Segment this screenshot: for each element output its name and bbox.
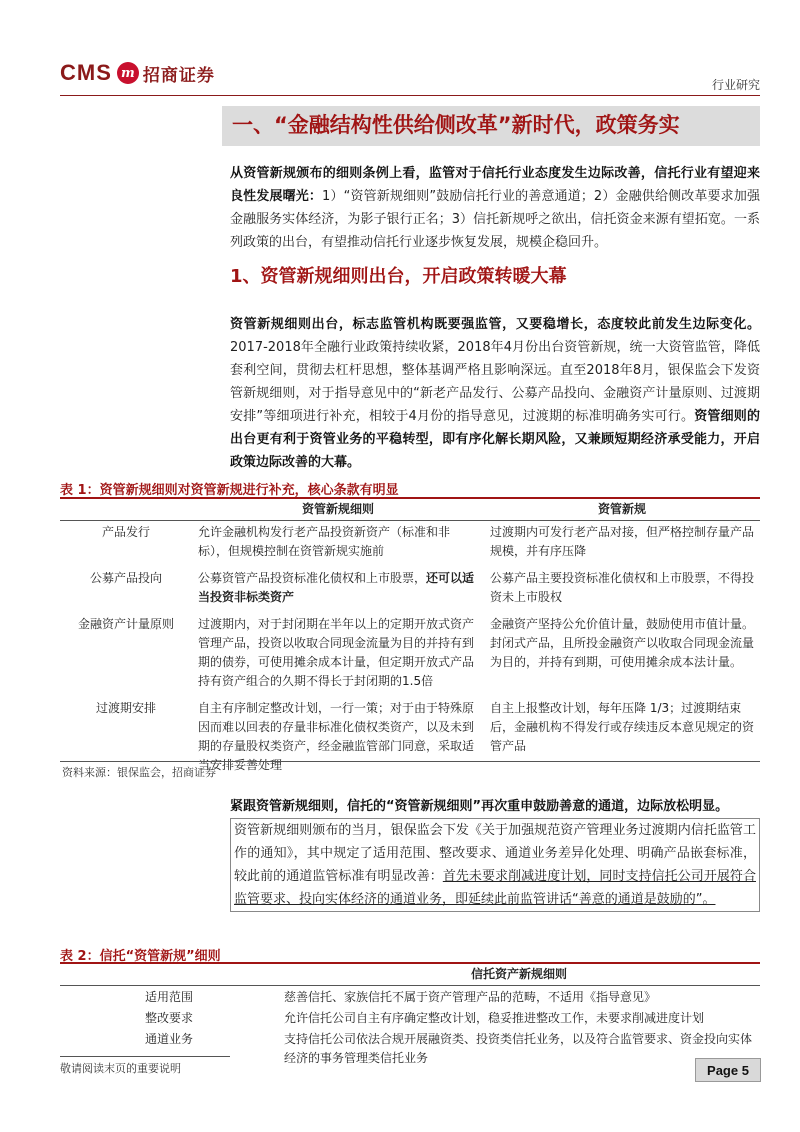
row-label: 适用范围 xyxy=(144,990,193,1004)
trust-underlined-text: 首先未要求削减进度计划，同时支持信托公司开展符合监管要求、投向实体经济的通道业务，即延续此前监管讲话“善意的通道是鼓励的”。 xyxy=(234,869,756,907)
row-label: 公募产品投向 xyxy=(89,571,162,585)
row-detail: 自主有序制定整改计划，一行一策；对于由于特殊原因而难以回表的存量非标准化债权类资产，以及未到期的存量股权类资产，经金融监管部门同意，采取适当安排妥善处理 xyxy=(198,701,475,772)
row-detail-text: 公募资管产品投资标准化债权和上市股票， xyxy=(198,571,427,585)
trust-text: 资管新规细则颁布的当月，银保监会下发《关于加强规范资产管理业务过渡期内信托监管工作的通知》，其中规定了适用范围、整改要求、通道业务差异化处理、明确产品嵌套标准，较此前的通道监管标准有明显改善： xyxy=(234,823,756,884)
logo-mark-icon: m xyxy=(117,62,139,84)
logo-chinese-text: 招商证券 xyxy=(142,65,215,86)
header-divider xyxy=(60,95,760,96)
table1-header-detail: 资管新规细则 xyxy=(192,499,484,521)
row-label: 通道业务 xyxy=(144,1032,193,1046)
intro-paragraph xyxy=(230,162,760,254)
table1-header-rule: 资管新规 xyxy=(484,499,760,521)
section-title: 一、“金融结构性供给侧改革”新时代，政策务实 xyxy=(232,113,680,137)
policy-text: 2017-2018年全融行业政策持续收紧，2018年4月份出台资管新规，统一大资管监管，降低套利空间，贯彻去杠杆思想，整体基调严格且影响深远。直至2018年8月，银保监会下发资管新规细则，对于指导意见中的“新老产品发行、公募产品投向、金融资产计量原则、过渡期安排”等细项进行补充，相较于4月份的指导意见，过渡期的标准明确务实可行。 xyxy=(230,340,760,424)
table1-header-row xyxy=(60,499,760,521)
logo-cms-text: CMS xyxy=(60,60,112,85)
row-rule: 过渡期内可发行老产品对接，但严格控制存量产品规模，并有序压降 xyxy=(490,525,755,558)
table1-caption: 表 1：资管新规细则对资管新规进行补充，核心条款有明显 xyxy=(60,483,399,498)
table-row xyxy=(60,567,760,613)
policy-bold-conclusion: 资管细则的出台更有利于资管业务的平稳转型，即有序化解长期风险，又兼顾短期经济承受能力，开启政策边际改善的大幕。 xyxy=(230,409,760,470)
table1-source: 资料来源：银保监会，招商证券 xyxy=(62,766,216,779)
row-label: 过渡期安排 xyxy=(95,701,156,715)
table2 xyxy=(60,964,760,1068)
row-value: 允许信托公司自主有序确定整改计划，稳妥推进整改工作，未要求削减进度计划 xyxy=(284,1011,705,1025)
row-label: 整改要求 xyxy=(144,1011,193,1025)
document-type: 行业研究 xyxy=(711,78,760,92)
row-detail: 过渡期内，对于封闭期在半年以上的定期开放式资产管理产品，投资以收取合同现金流量为目的并持有到期的债券，可使用摊余成本计量，但定期开放式产品持有资产组合的久期不得长于封闭期的1.5倍 xyxy=(198,617,475,688)
row-rule: 金融资产坚持公允价值计量，鼓励使用市值计量。封闭式产品，且所投金融资产以收取合同现金流量为目的，并持有到期，可使用摊余成本法计量。 xyxy=(490,617,755,669)
footer-note: 敬请阅读末页的重要说明 xyxy=(60,1062,181,1075)
company-logo xyxy=(60,60,215,86)
table-row xyxy=(60,613,760,697)
row-detail-bold: 还可以适当投资非标类资产 xyxy=(198,571,475,604)
subsection-title: 1、资管新规细则出台，开启政策转暖大幕 xyxy=(230,266,567,287)
row-detail: 允许金融机构发行老产品投资新资产（标准和非标），但规模控制在资管新规实施前 xyxy=(198,525,451,558)
row-detail xyxy=(192,567,484,613)
row-value: 支持信托公司依法合规开展融资类、投资类信托业务，以及符合监管要求、资金投向实体经济的事务管理类信托业务 xyxy=(284,1032,753,1065)
table-row xyxy=(60,521,760,568)
row-value: 慈善信托、家族信托不属于资产管理产品的范畴，不适用《指导意见》 xyxy=(284,990,657,1004)
trust-paragraph xyxy=(230,795,760,912)
policy-bold-lead: 资管新规细则出台，标志监管机构既要强监管，又要稳增长，态度较此前发生边际变化。 xyxy=(230,317,760,332)
intro-text: 1）“资管新规细则”鼓励信托行业的善意通道；2）金融供给侧改革要求加强金融服务实体经济，为影子银行正名；3）信托新规呼之欲出，信托资金来源有望拓宽。一系列政策的出台，有望推动信托行业逐步恢复发展，规模企稳回升。 xyxy=(230,189,760,250)
policy-paragraph xyxy=(230,313,760,474)
footer-divider xyxy=(60,1056,230,1057)
table2-header: 信托资产新规细则 xyxy=(278,964,760,986)
table1-header-empty xyxy=(60,499,192,521)
table-row xyxy=(60,1007,760,1028)
trust-boxed-text xyxy=(230,818,760,912)
trust-bold-lead: 紧跟资管新规细则，信托的“资管新规细则”再次重申鼓励善意的通道，边际放松明显。 xyxy=(230,799,729,814)
intro-bold: 从资管新规颁布的细则条例上看，监管对于信托行业态度发生边际改善，信托行业有望迎来良性发展曙光： xyxy=(230,166,760,204)
table1-bottom-rule xyxy=(60,761,760,762)
page-number: Page 5 xyxy=(695,1058,761,1082)
row-label: 产品发行 xyxy=(101,525,150,539)
row-label: 金融资产计量原则 xyxy=(77,617,174,631)
table1 xyxy=(60,499,760,781)
table2-caption: 表 2：信托“资管新规”细则 xyxy=(60,949,221,964)
table2-header-empty xyxy=(60,964,278,986)
table-row xyxy=(60,986,760,1008)
row-rule: 自主上报整改计划，每年压降 1/3；过渡期结束后，金融机构不得发行或存续违反本意见规定的资管产品 xyxy=(490,701,755,753)
row-rule: 公募产品主要投资标准化债权和上市股票，不得投资未上市股权 xyxy=(490,571,755,604)
table2-header-row xyxy=(60,964,760,986)
